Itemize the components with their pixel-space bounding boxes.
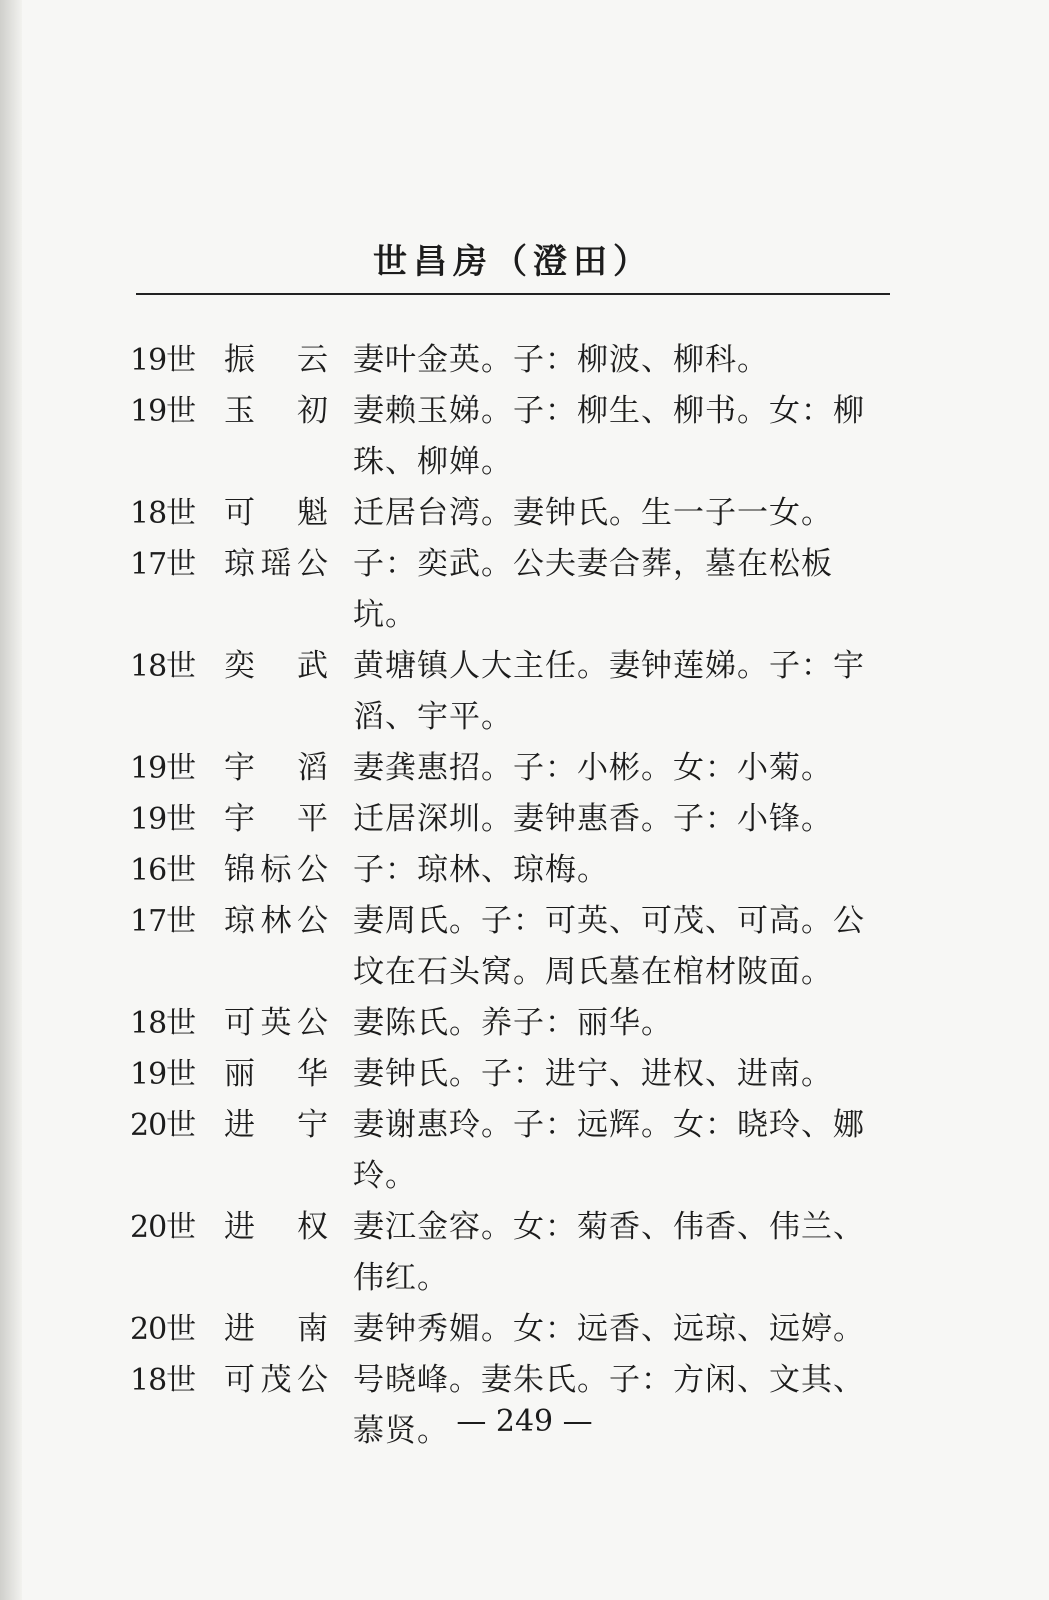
entry-name: 琼瑶公	[224, 546, 328, 582]
genealogy-entry	[130, 335, 900, 386]
genealogy-entry	[130, 743, 900, 794]
entry-text: 迁居深圳。妻钟惠香。子：小锋。	[353, 801, 833, 837]
entry-generation: 18世	[130, 1006, 196, 1041]
genealogy-entry	[130, 488, 900, 539]
entry-text: 妻江金容。女：菊香、伟香、伟兰、伟红。	[353, 1209, 865, 1296]
entry-generation: 20世	[130, 1312, 196, 1347]
entry-generation: 19世	[130, 751, 196, 786]
entry-text: 妻钟氏。子：进宁、进权、进南。	[353, 1056, 833, 1092]
entry-text: 妻陈氏。养子：丽华。	[353, 1005, 673, 1041]
entry-name: 玉初	[224, 393, 328, 429]
entry-name: 可英公	[224, 1005, 328, 1041]
entry-generation: 18世	[130, 1363, 196, 1398]
genealogy-entry	[130, 1202, 900, 1304]
entry-name: 宇滔	[224, 750, 328, 786]
genealogy-entry	[130, 386, 900, 488]
genealogy-entry	[130, 1049, 900, 1100]
entry-generation: 18世	[130, 649, 196, 684]
entry-generation: 19世	[130, 802, 196, 837]
genealogy-entry	[130, 1100, 900, 1202]
entry-generation: 19世	[130, 394, 196, 429]
entry-name: 宇平	[224, 801, 328, 837]
entry-generation: 20世	[130, 1108, 196, 1143]
page-title: 世昌房（澄田）	[373, 242, 653, 282]
entry-name: 进南	[224, 1311, 328, 1347]
entry-text: 迁居台湾。妻钟氏。生一子一女。	[353, 495, 833, 531]
entry-name: 琼林公	[224, 903, 328, 939]
entry-text: 妻叶金英。子：柳波、柳科。	[353, 342, 769, 378]
entry-generation: 16世	[130, 853, 196, 888]
entry-text: 妻周氏。子：可英、可茂、可高。公坟在石头窝。周氏墓在棺材陂面。	[353, 903, 865, 990]
page-binding-shadow	[0, 0, 22, 1600]
entry-generation: 20世	[130, 1210, 196, 1245]
entry-text: 妻钟秀媚。女：远香、远琼、远婷。	[353, 1311, 865, 1347]
entry-generation: 19世	[130, 343, 196, 378]
entry-text: 子：琼林、琼梅。	[353, 852, 609, 888]
genealogy-entry	[130, 794, 900, 845]
genealogy-entry	[130, 1304, 900, 1355]
entry-name: 锦标公	[224, 852, 328, 888]
entry-text: 妻赖玉娣。子：柳生、柳书。女：柳珠、柳婵。	[353, 393, 865, 480]
entry-text: 妻谢惠玲。子：远辉。女：晓玲、娜玲。	[353, 1107, 865, 1194]
entry-name: 丽华	[224, 1056, 328, 1092]
entry-name: 进宁	[224, 1107, 328, 1143]
genealogy-entry	[130, 896, 900, 998]
entry-text: 号晓峰。妻朱氏。子：方闲、文其、慕贤。	[353, 1362, 865, 1449]
entry-generation: 19世	[130, 1057, 196, 1092]
entry-text: 子：奕武。公夫妻合葬，墓在松板坑。	[353, 546, 833, 633]
entry-name: 可魁	[224, 495, 328, 531]
genealogy-entry	[130, 539, 900, 641]
entry-name: 振云	[224, 342, 328, 378]
title-rule	[136, 293, 890, 295]
genealogy-entry	[130, 641, 900, 743]
entry-name: 进权	[224, 1209, 328, 1245]
entry-text: 黄塘镇人大主任。妻钟莲娣。子：宇滔、宇平。	[353, 648, 865, 735]
entry-name: 奕武	[224, 648, 328, 684]
genealogy-list	[130, 335, 900, 1457]
genealogy-entry	[130, 998, 900, 1049]
entry-name: 可茂公	[224, 1362, 328, 1398]
page-number: — 249 —	[456, 1404, 593, 1439]
entry-generation: 18世	[130, 496, 196, 531]
entry-generation: 17世	[130, 904, 196, 939]
genealogy-entry	[130, 845, 900, 896]
entry-text: 妻龚惠招。子：小彬。女：小菊。	[353, 750, 833, 786]
entry-generation: 17世	[130, 547, 196, 582]
